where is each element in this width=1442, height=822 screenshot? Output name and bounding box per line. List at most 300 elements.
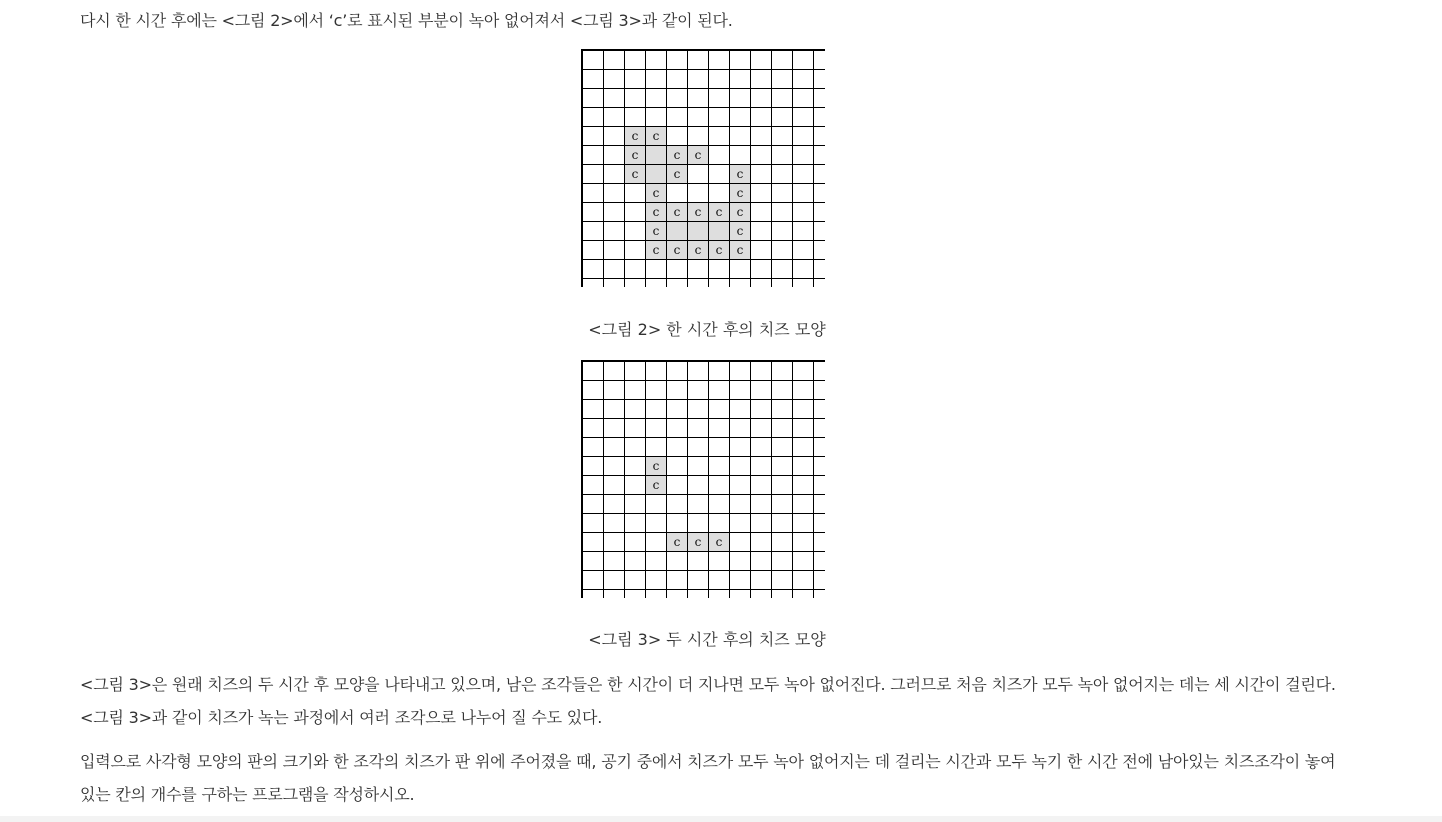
- grid-cell: [793, 222, 813, 240]
- grid-cell: [646, 279, 666, 297]
- grid-cell: [709, 146, 729, 164]
- grid-cell: [625, 184, 645, 202]
- grid-cell: [625, 476, 645, 494]
- grid-cell: [604, 400, 624, 418]
- grid-cell: [814, 260, 834, 278]
- grid-cell: [688, 381, 708, 399]
- grid-cell: [793, 476, 813, 494]
- grid-cell: c: [730, 203, 750, 221]
- grid-cell: [772, 400, 792, 418]
- grid-cell: [772, 590, 792, 608]
- grid-cell: [667, 362, 687, 380]
- grid-cell: [751, 146, 771, 164]
- grid-cell: [730, 457, 750, 475]
- grid-cell: [751, 279, 771, 297]
- grid-cell: [604, 362, 624, 380]
- grid-cell: [730, 419, 750, 437]
- grid-cell: [646, 108, 666, 126]
- grid-cell: c: [709, 241, 729, 259]
- grid-cell: [793, 571, 813, 589]
- grid-cell: [583, 146, 603, 164]
- grid-cell: [751, 552, 771, 570]
- grid-cell: [793, 127, 813, 145]
- grid-cell: [646, 146, 666, 164]
- grid-cell: [646, 495, 666, 513]
- grid-cell: [751, 108, 771, 126]
- grid-cell: [604, 495, 624, 513]
- grid-cell: [646, 89, 666, 107]
- grid-cell: [751, 203, 771, 221]
- grid-cell: [604, 260, 624, 278]
- grid-cell: c: [709, 533, 729, 551]
- grid-cell: [583, 533, 603, 551]
- grid-cell: [604, 127, 624, 145]
- grid-cell: [709, 552, 729, 570]
- grid-cell: [604, 476, 624, 494]
- grid-cell: [667, 127, 687, 145]
- grid-cell: [583, 495, 603, 513]
- grid-cell: [667, 279, 687, 297]
- grid-cell: [667, 108, 687, 126]
- grid-cell: [709, 400, 729, 418]
- grid-cell: [625, 514, 645, 532]
- grid-cell: [793, 146, 813, 164]
- grid-cell: [667, 514, 687, 532]
- grid-cell: c: [646, 476, 666, 494]
- grid-cell: [688, 89, 708, 107]
- grid-cell: c: [646, 222, 666, 240]
- grid-cell: [604, 70, 624, 88]
- grid-cell: [751, 184, 771, 202]
- grid-cell: [583, 89, 603, 107]
- grid-cell: [751, 241, 771, 259]
- grid-cell: [625, 533, 645, 551]
- grid-cell: [646, 260, 666, 278]
- grid-cell: [646, 362, 666, 380]
- grid-cell: c: [667, 165, 687, 183]
- grid-cell: [646, 400, 666, 418]
- grid-cell: [772, 381, 792, 399]
- grid-cell: [583, 438, 603, 456]
- grid-cell: [772, 203, 792, 221]
- grid-cell: [667, 89, 687, 107]
- grid-cell: [814, 571, 834, 589]
- grid-cell: [688, 514, 708, 532]
- grid-cell: [625, 552, 645, 570]
- grid-cell: [793, 533, 813, 551]
- grid-cell: [625, 108, 645, 126]
- grid-cell: [646, 438, 666, 456]
- grid-cell: [814, 590, 834, 608]
- grid-cell: [667, 476, 687, 494]
- grid-cell: [583, 127, 603, 145]
- grid-cell: [709, 89, 729, 107]
- grid-cell: c: [646, 457, 666, 475]
- grid-cell: c: [709, 203, 729, 221]
- grid-cell: c: [667, 241, 687, 259]
- grid-cell: [793, 203, 813, 221]
- grid-cell: [814, 241, 834, 259]
- grid-cell: [667, 571, 687, 589]
- grid-cell: [814, 533, 834, 551]
- grid-cell: [604, 533, 624, 551]
- grid-cell: [814, 495, 834, 513]
- grid-cell: [604, 381, 624, 399]
- grid-cell: [793, 184, 813, 202]
- grid-cell: [646, 514, 666, 532]
- grid-cell: [604, 51, 624, 69]
- grid-cell: [814, 419, 834, 437]
- grid-cell: [604, 146, 624, 164]
- grid-cell: [814, 108, 834, 126]
- grid-cell: [709, 279, 729, 297]
- grid-cell: [814, 400, 834, 418]
- grid-cell: [772, 260, 792, 278]
- grid-cell: [730, 260, 750, 278]
- grid-cell: [709, 419, 729, 437]
- grid-cell: [583, 590, 603, 608]
- figure-3: [581, 360, 833, 598]
- grid-cell: c: [688, 203, 708, 221]
- grid-cell: [583, 514, 603, 532]
- grid-cell: [772, 571, 792, 589]
- grid-cell: [709, 70, 729, 88]
- grid-cell: [730, 438, 750, 456]
- grid-cell: [604, 241, 624, 259]
- grid-cell: [793, 362, 813, 380]
- figure-3-caption: <그림 3> 두 시간 후의 치즈 모양: [588, 630, 826, 649]
- grid-cell: [667, 457, 687, 475]
- grid-cell: [688, 165, 708, 183]
- grid-cell: [814, 552, 834, 570]
- grid-cell: [646, 381, 666, 399]
- grid-cell: [625, 89, 645, 107]
- grid-cell: [751, 514, 771, 532]
- grid-cell: c: [730, 241, 750, 259]
- grid-cell: [772, 514, 792, 532]
- grid-cell: [730, 514, 750, 532]
- grid-cell: [583, 222, 603, 240]
- grid-cell: [604, 571, 624, 589]
- grid-cell: [625, 51, 645, 69]
- grid-cell: [583, 70, 603, 88]
- grid-cell: [688, 495, 708, 513]
- grid-cell: [625, 279, 645, 297]
- grid-cell: [646, 51, 666, 69]
- grid-cell: [604, 184, 624, 202]
- grid-cell: [814, 184, 834, 202]
- grid-cell: [814, 165, 834, 183]
- grid-cell: c: [730, 222, 750, 240]
- grid-cell: [772, 552, 792, 570]
- grid-cell: [646, 70, 666, 88]
- grid-cell: [583, 457, 603, 475]
- grid-cell: [604, 514, 624, 532]
- grid-cell: [625, 260, 645, 278]
- grid-cell: [667, 260, 687, 278]
- explanation-paragraph: <그림 3>은 원래 치즈의 두 시간 후 모양을 나타내고 있으며, 남은 조각들은 한 시간이 더 지나면 모두 녹아 없어진다. 그러므로 처음 치즈가 모두 녹아 없어지는 데는 세 시간이 걸린다. <그림 3>과 같이 치즈가 녹는 과정에서 여러 조각으로 나누어 질 수도 있다.: [80, 675, 1336, 727]
- grid-cell: [772, 146, 792, 164]
- grid-cell: [646, 571, 666, 589]
- grid-cell: [814, 457, 834, 475]
- grid-cell: [625, 362, 645, 380]
- grid-cell: [751, 457, 771, 475]
- grid-cell: [751, 419, 771, 437]
- grid-cell: [793, 70, 813, 88]
- grid-cell: [814, 146, 834, 164]
- grid-cell: [793, 400, 813, 418]
- task-paragraph: 입력으로 사각형 모양의 판의 크기와 한 조각의 치즈가 판 위에 주어졌을 때, 공기 중에서 치즈가 모두 녹아 없어지는 데 걸리는 시간과 모두 녹기 한 시간 전에 남아있는 치즈조각이 놓여 있는 칸의 개수를 구하는 프로그램을 작성하시오.: [80, 752, 1336, 804]
- grid-cell: [730, 552, 750, 570]
- grid-cell: c: [646, 203, 666, 221]
- grid-cell: [772, 127, 792, 145]
- grid-cell: c: [688, 533, 708, 551]
- grid-cell: [772, 457, 792, 475]
- grid-cell: [625, 495, 645, 513]
- grid-cell: [709, 590, 729, 608]
- cheese-grid-after-two-hours: [581, 360, 825, 598]
- grid-cell: [625, 438, 645, 456]
- grid-cell: [709, 108, 729, 126]
- grid-cell: [583, 260, 603, 278]
- grid-cell: [583, 362, 603, 380]
- grid-cell: [625, 419, 645, 437]
- grid-cell: [688, 260, 708, 278]
- grid-cell: c: [646, 127, 666, 145]
- grid-cell: c: [730, 165, 750, 183]
- grid-cell: [730, 381, 750, 399]
- grid-cell: [688, 362, 708, 380]
- grid-cell: [604, 279, 624, 297]
- grid-cell: [751, 51, 771, 69]
- grid-cell: c: [730, 184, 750, 202]
- grid-cell: [730, 89, 750, 107]
- grid-cell: [793, 590, 813, 608]
- grid-cell: [751, 89, 771, 107]
- grid-cell: [751, 362, 771, 380]
- grid-cell: [751, 571, 771, 589]
- grid-cell: [583, 400, 603, 418]
- grid-cell: [709, 127, 729, 145]
- grid-cell: [772, 241, 792, 259]
- grid-cell: [793, 552, 813, 570]
- grid-cell: [583, 241, 603, 259]
- grid-cell: [814, 438, 834, 456]
- grid-cell: [772, 108, 792, 126]
- grid-cell: [730, 146, 750, 164]
- grid-cell: c: [646, 184, 666, 202]
- grid-cell: [772, 51, 792, 69]
- grid-cell: [772, 89, 792, 107]
- grid-cell: [730, 70, 750, 88]
- grid-cell: c: [667, 533, 687, 551]
- grid-cell: [688, 590, 708, 608]
- grid-cell: [793, 165, 813, 183]
- grid-cell: [625, 70, 645, 88]
- grid-cell: [604, 108, 624, 126]
- grid-cell: [730, 108, 750, 126]
- grid-cell: [583, 381, 603, 399]
- grid-cell: [688, 552, 708, 570]
- grid-cell: [583, 571, 603, 589]
- grid-cell: [793, 419, 813, 437]
- grid-cell: [814, 362, 834, 380]
- grid-cell: [709, 476, 729, 494]
- grid-cell: [583, 51, 603, 69]
- grid-cell: [751, 476, 771, 494]
- grid-cell: [667, 381, 687, 399]
- grid-cell: [667, 438, 687, 456]
- grid-cell: [583, 279, 603, 297]
- grid-cell: [604, 590, 624, 608]
- grid-cell: [667, 590, 687, 608]
- grid-cell: [709, 362, 729, 380]
- grid-cell: [730, 51, 750, 69]
- grid-cell: [772, 438, 792, 456]
- grid-cell: [772, 165, 792, 183]
- bottom-divider: [0, 816, 1442, 822]
- grid-cell: [646, 590, 666, 608]
- grid-cell: [604, 203, 624, 221]
- grid-cell: c: [667, 146, 687, 164]
- grid-cell: [772, 362, 792, 380]
- grid-cell: [709, 381, 729, 399]
- grid-cell: [625, 400, 645, 418]
- grid-cell: [751, 438, 771, 456]
- grid-cell: [688, 222, 708, 240]
- grid-cell: [688, 127, 708, 145]
- grid-cell: c: [625, 146, 645, 164]
- figure-2-caption: <그림 2> 한 시간 후의 치즈 모양: [588, 320, 826, 339]
- grid-cell: [772, 476, 792, 494]
- grid-cell: [688, 108, 708, 126]
- grid-cell: [730, 571, 750, 589]
- grid-cell: [730, 476, 750, 494]
- grid-cell: [646, 419, 666, 437]
- grid-cell: [583, 184, 603, 202]
- grid-cell: [814, 203, 834, 221]
- grid-cell: c: [646, 241, 666, 259]
- grid-cell: [604, 419, 624, 437]
- grid-cell: [646, 165, 666, 183]
- grid-cell: [667, 552, 687, 570]
- grid-cell: [583, 476, 603, 494]
- grid-cell: [814, 279, 834, 297]
- grid-cell: [709, 495, 729, 513]
- grid-cell: c: [625, 127, 645, 145]
- grid-cell: [772, 184, 792, 202]
- grid-cell: [583, 108, 603, 126]
- grid-cell: [583, 552, 603, 570]
- grid-cell: [709, 184, 729, 202]
- grid-cell: [772, 495, 792, 513]
- grid-cell: [751, 590, 771, 608]
- grid-cell: [688, 400, 708, 418]
- grid-cell: [604, 89, 624, 107]
- grid-cell: [667, 495, 687, 513]
- grid-cell: [688, 70, 708, 88]
- grid-cell: [793, 438, 813, 456]
- grid-cell: [814, 381, 834, 399]
- grid-cell: [751, 495, 771, 513]
- grid-cell: [793, 381, 813, 399]
- grid-cell: [709, 165, 729, 183]
- grid-cell: [667, 51, 687, 69]
- grid-cell: [814, 222, 834, 240]
- grid-cell: [814, 127, 834, 145]
- grid-cell: [751, 260, 771, 278]
- grid-cell: [688, 571, 708, 589]
- grid-cell: [688, 457, 708, 475]
- grid-cell: c: [688, 146, 708, 164]
- grid-cell: [772, 222, 792, 240]
- grid-cell: [814, 70, 834, 88]
- grid-cell: [709, 514, 729, 532]
- grid-cell: [772, 279, 792, 297]
- grid-cell: [793, 279, 813, 297]
- grid-cell: [709, 457, 729, 475]
- grid-cell: [625, 381, 645, 399]
- grid-cell: [667, 222, 687, 240]
- grid-cell: [688, 438, 708, 456]
- intro-paragraph: 다시 한 시간 후에는 <그림 2>에서 ‘c’로 표시된 부분이 녹아 없어져서 <그림 3>과 같이 된다.: [80, 11, 733, 30]
- grid-cell: [814, 51, 834, 69]
- grid-cell: [751, 400, 771, 418]
- grid-cell: [583, 419, 603, 437]
- grid-cell: [688, 184, 708, 202]
- grid-cell: [667, 184, 687, 202]
- grid-cell: [709, 438, 729, 456]
- grid-cell: [793, 495, 813, 513]
- grid-cell: [793, 457, 813, 475]
- grid-cell: [709, 260, 729, 278]
- grid-cell: [625, 203, 645, 221]
- grid-cell: [646, 533, 666, 551]
- grid-cell: [751, 165, 771, 183]
- grid-cell: [667, 400, 687, 418]
- grid-cell: [709, 571, 729, 589]
- grid-cell: [751, 70, 771, 88]
- grid-cell: [604, 457, 624, 475]
- grid-cell: [730, 495, 750, 513]
- grid-cell: [793, 260, 813, 278]
- grid-cell: [709, 51, 729, 69]
- grid-cell: [688, 419, 708, 437]
- grid-cell: [814, 476, 834, 494]
- grid-cell: [625, 241, 645, 259]
- grid-cell: [709, 222, 729, 240]
- grid-cell: [751, 381, 771, 399]
- grid-cell: c: [667, 203, 687, 221]
- grid-cell: c: [625, 165, 645, 183]
- grid-cell: [604, 552, 624, 570]
- grid-cell: [625, 222, 645, 240]
- grid-cell: [604, 438, 624, 456]
- grid-cell: [772, 533, 792, 551]
- grid-cell: [751, 533, 771, 551]
- grid-cell: [625, 571, 645, 589]
- grid-cell: [604, 165, 624, 183]
- grid-cell: [583, 165, 603, 183]
- grid-cell: [772, 419, 792, 437]
- grid-cell: [583, 203, 603, 221]
- grid-cell: [751, 127, 771, 145]
- figure-2: [581, 49, 833, 287]
- grid-cell: [814, 514, 834, 532]
- grid-cell: [688, 476, 708, 494]
- grid-cell: [625, 457, 645, 475]
- grid-cell: [688, 279, 708, 297]
